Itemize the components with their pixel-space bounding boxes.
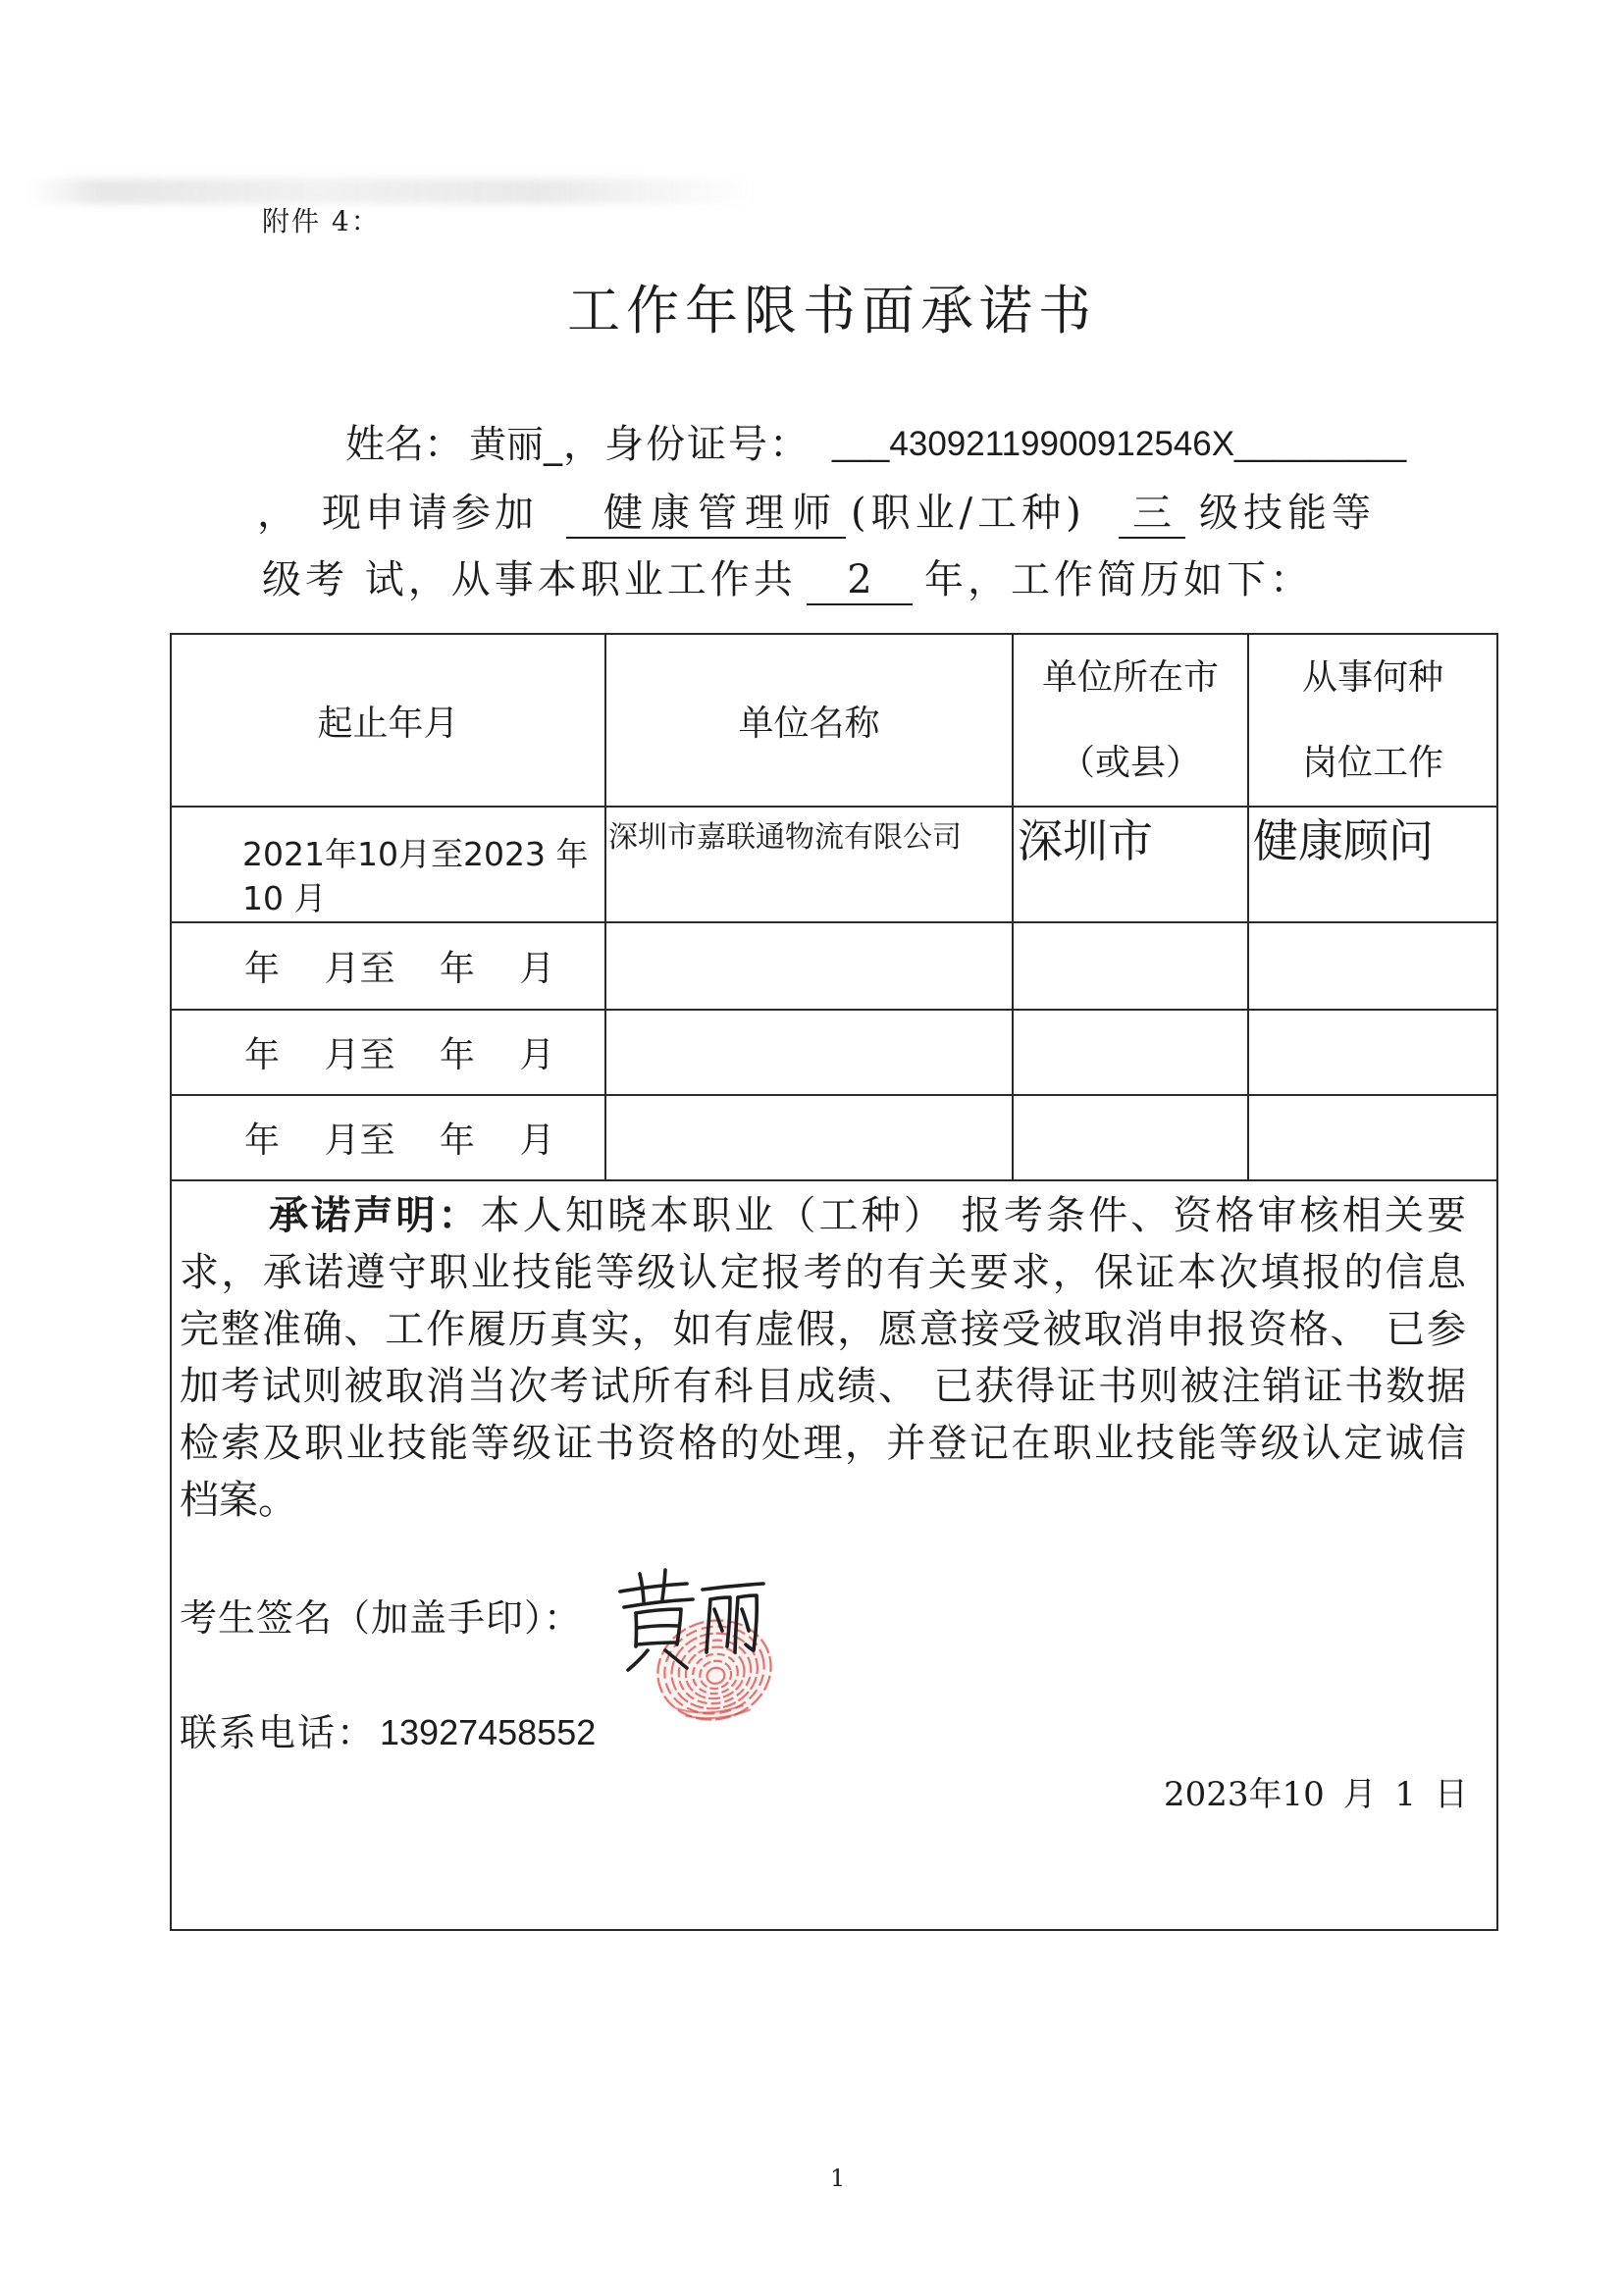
position-cell: 健康顾问 (1248, 807, 1496, 922)
scan-noise-band (29, 179, 756, 204)
statement-lead: 承诺声明： (269, 1192, 481, 1238)
period-cell: 年 月至 年 月 (172, 1095, 605, 1180)
years-value: 2 (807, 560, 913, 605)
header-company (605, 635, 1013, 807)
table-row (172, 807, 1496, 922)
name-label: 姓名： (345, 422, 463, 467)
table-row (172, 1095, 1496, 1180)
company-cell (605, 1095, 1013, 1180)
signing-date: 2023年10 月 1 日 (1164, 1775, 1468, 1814)
statement-line: 完整准确、工作履历真实，如有虚假，愿意接受被取消申报资格、 已参 (180, 1307, 1466, 1352)
id-number-value: ___43092119900912546X_________ (832, 425, 1407, 463)
work-history-table (172, 635, 1496, 1181)
period-line1: 2021年10月至2023 年 (242, 835, 589, 873)
exam-text: 级考 试，从事本职业工作共 (262, 557, 797, 602)
skill-level-suffix: 级技能等 (1199, 491, 1376, 536)
header-city (1013, 635, 1248, 807)
position-cell (1248, 1010, 1496, 1095)
period-line2: 10 月 (242, 879, 327, 917)
statement-line: 检索及职业技能等级证书资格的处理，并登记在职业技能等级认定诚信 (180, 1421, 1466, 1466)
signature-label: 考生签名（加盖手印）： (180, 1596, 583, 1640)
occupation-value: 健康管理师 (566, 494, 846, 539)
company-cell (605, 1010, 1013, 1095)
position-cell (1248, 922, 1496, 1010)
period-cell: 年 月至 年 月 (172, 922, 605, 1010)
city-cell (1013, 1095, 1248, 1180)
header-position (1248, 635, 1496, 807)
applicant-name: 黄丽_ (469, 423, 563, 466)
apply-text: 现申请参加 (322, 491, 538, 536)
period-cell: 年 月至 年 月 (172, 1010, 605, 1095)
header-period (172, 635, 605, 807)
table-row (172, 1010, 1496, 1095)
years-suffix: 年，工作简历如下： (924, 557, 1313, 602)
position-cell (1248, 1095, 1496, 1180)
id-number-label: ，身份证号： (563, 422, 811, 467)
statement-line: 档案。 (180, 1478, 297, 1523)
table-row (172, 922, 1496, 1010)
statement-text: 本人知晓本职业（工种） 报考条件、资格审核相关要 (480, 1193, 1467, 1238)
company-cell (605, 922, 1013, 1010)
company-cell: 深圳市嘉联通物流有限公司 (605, 807, 1013, 922)
header-period-label: 起止年月 (317, 703, 459, 744)
table-header-row (172, 635, 1496, 807)
header-company-label: 单位名称 (738, 703, 880, 744)
header-position-line2: 岗位工作 (1301, 743, 1443, 783)
phone-label: 联系电话： (180, 1711, 377, 1754)
page-title: 工作年限书面承诺书 (567, 280, 1097, 341)
page-number: 1 (830, 2165, 846, 2192)
intro-comma: ， (257, 491, 296, 536)
attachment-label: 附件 4： (262, 205, 381, 237)
skill-level-value: 三 (1119, 494, 1185, 539)
city-cell (1013, 1010, 1248, 1095)
statement-line (269, 1192, 1467, 1238)
phone-number: 13927458552 (380, 1712, 597, 1752)
city-cell (1013, 922, 1248, 1010)
header-position-line1: 从事何种 (1301, 657, 1443, 698)
period-cell (172, 807, 605, 922)
occupation-type-label: (职业/工种) (851, 491, 1086, 536)
statement-line: 加考试则被取消当次考试所有科目成绩、 已获得证书则被注销证书数据 (180, 1364, 1466, 1409)
statement-line: 求，承诺遵守职业技能等级认定报考的有关要求，保证本次填报的信息 (180, 1250, 1466, 1295)
header-city-line1: 单位所在市 (1041, 657, 1219, 698)
header-city-line2: （或县） (1059, 743, 1201, 783)
city-cell: 深圳市 (1013, 807, 1248, 922)
signature-with-fingerprint (606, 1550, 793, 1737)
